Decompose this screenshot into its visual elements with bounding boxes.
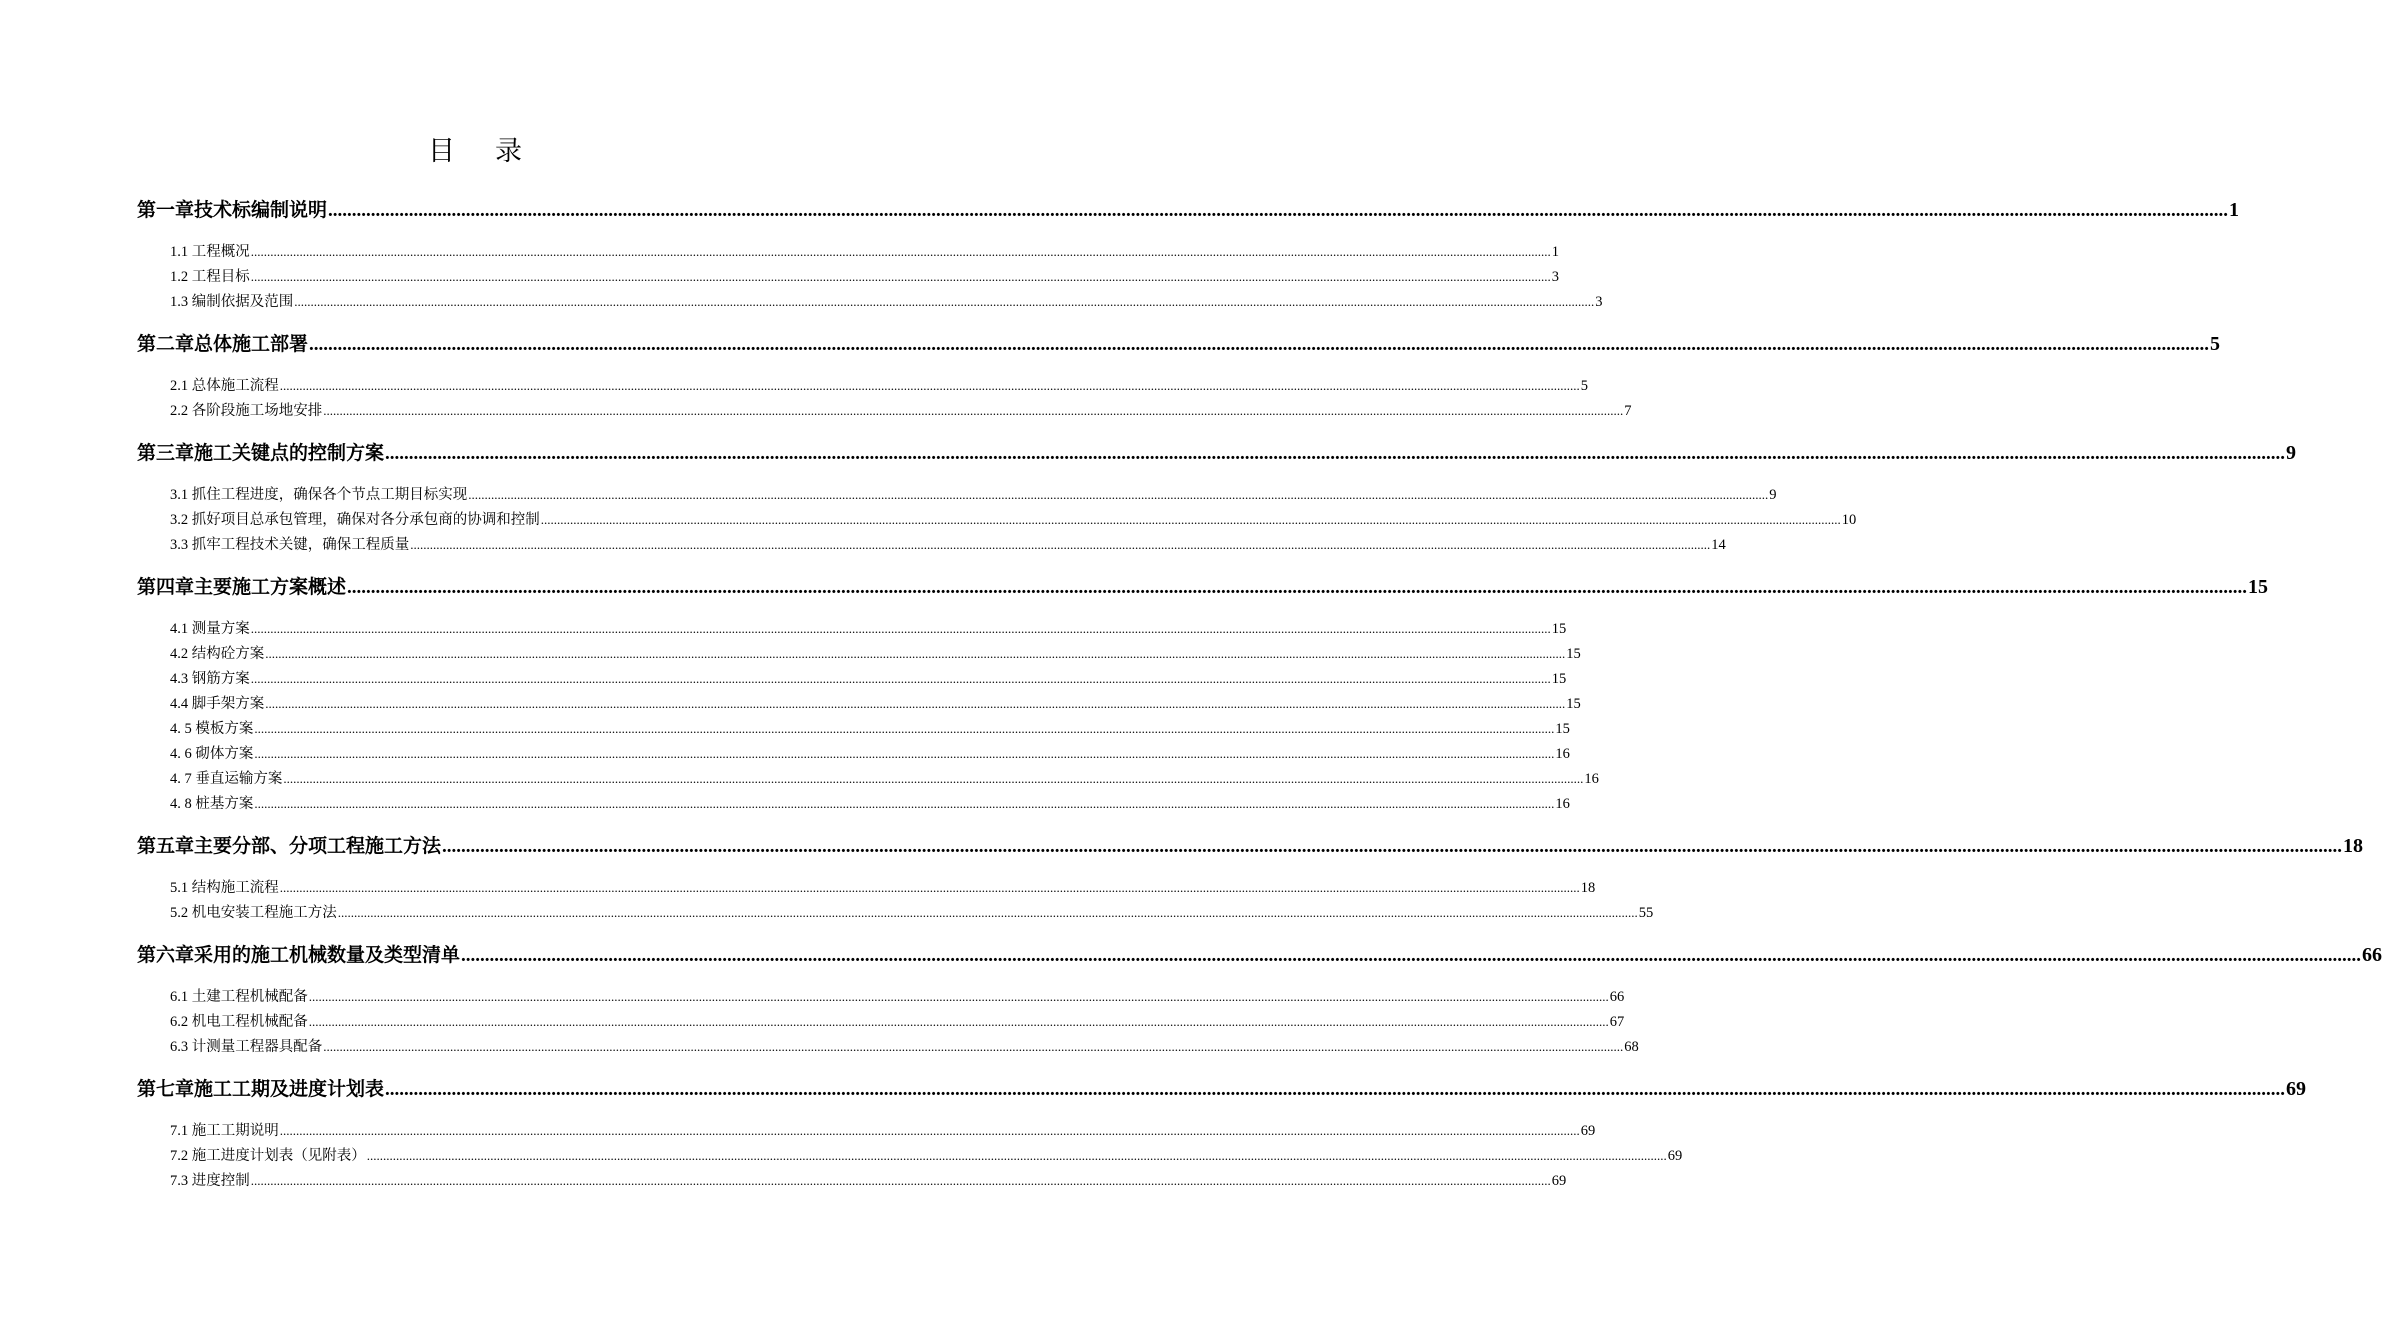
toc-section-entry[interactable] [170, 719, 1570, 739]
dot-leader: ................................................................................................................................................................................................................................................................................................................................................................................................................ [250, 269, 1551, 284]
toc-section-entry[interactable] [170, 535, 1726, 555]
section-page-number: 7 [1624, 403, 1632, 419]
dot-leader: ................................................................................................................................................................................................................................................................................................................................................................................................................ [250, 244, 1551, 259]
toc-section-entry[interactable] [170, 903, 1654, 923]
dot-leader: ................................................................................................................................................................................................................................................................................................................................................................................................................ [250, 621, 1551, 636]
toc-section-entry[interactable] [170, 878, 1596, 898]
section-page-number: 69 [1551, 1173, 1567, 1189]
section-page-number: 3 [1551, 269, 1559, 285]
dot-leader: ................................................................................................................................................................................................................................................................................................................................................................................................................ [328, 200, 2229, 221]
toc-chapter-entry[interactable] [137, 439, 2297, 467]
toc-section-entry[interactable] [170, 376, 1588, 396]
toc-section-entry[interactable] [170, 292, 1603, 312]
section-label: 3.1 抓住工程进度，确保各个节点工期目标实现 [170, 487, 468, 503]
toc-title-right: 录 [495, 136, 522, 167]
dot-leader: ................................................................................................................................................................................................................................................................................................................................................................................................................ [250, 1173, 1551, 1188]
toc-section-entry[interactable] [170, 694, 1581, 714]
chapter-number: 第五章 [137, 835, 195, 857]
toc-section-entry[interactable] [170, 769, 1599, 789]
dot-leader: ................................................................................................................................................................................................................................................................................................................................................................................................................ [254, 721, 1555, 736]
section-page-number: 69 [1580, 1123, 1596, 1139]
chapter-title: 施工关键点的控制方案 [194, 442, 385, 464]
toc-section-entry[interactable] [170, 1037, 1639, 1057]
chapter-number: 第六章 [137, 944, 195, 966]
section-page-number: 15 [1566, 696, 1581, 712]
dot-leader: ................................................................................................................................................................................................................................................................................................................................................................................................................ [410, 537, 1711, 552]
section-label: 4. 7 垂直运输方案 [170, 771, 283, 787]
chapter-number: 第二章 [137, 333, 195, 355]
toc-section-entry[interactable] [170, 619, 1567, 639]
dot-leader: ................................................................................................................................................................................................................................................................................................................................................................................................................ [254, 746, 1555, 761]
toc-section-entry[interactable] [170, 1121, 1596, 1141]
section-page-number: 55 [1638, 905, 1654, 921]
toc-title-left: 目 [428, 136, 455, 167]
chapter-page-number: 1 [2229, 199, 2240, 221]
section-page-number: 15 [1555, 721, 1570, 737]
toc-section-entry[interactable] [170, 1012, 1625, 1032]
dot-leader: ................................................................................................................................................................................................................................................................................................................................................................................................................ [279, 880, 1580, 895]
section-label: 3.2 抓好项目总承包管理，确保对各分承包商的协调和控制 [170, 512, 540, 528]
section-label: 4. 5 模板方案 [170, 721, 254, 737]
dot-leader: ................................................................................................................................................................................................................................................................................................................................................................................................................ [265, 646, 1566, 661]
chapter-number: 第四章 [137, 576, 195, 598]
section-page-number: 16 [1555, 746, 1570, 762]
toc-section-entry[interactable] [170, 669, 1567, 689]
dot-leader: ................................................................................................................................................................................................................................................................................................................................................................................................................ [540, 512, 1841, 527]
section-label: 6.1 土建工程机械配备 [170, 989, 308, 1005]
chapter-title: 主要分部、分项工程施工方法 [194, 835, 442, 857]
section-label: 5.2 机电安装工程施工方法 [170, 905, 337, 921]
section-page-number: 66 [1609, 989, 1625, 1005]
toc-section-entry[interactable] [170, 401, 1632, 421]
chapter-title: 采用的施工机械数量及类型清单 [194, 944, 461, 966]
section-label: 4.2 结构砼方案 [170, 646, 265, 662]
toc-section-entry[interactable] [170, 644, 1581, 664]
section-page-number: 5 [1580, 378, 1588, 394]
dot-leader: ................................................................................................................................................................................................................................................................................................................................................................................................................ [323, 1039, 1624, 1054]
dot-leader: ................................................................................................................................................................................................................................................................................................................................................................................................................ [254, 796, 1555, 811]
section-label: 7.2 施工进度计划表（见附表） [170, 1148, 366, 1164]
toc-section-entry[interactable] [170, 510, 1857, 530]
section-label: 4. 8 桩基方案 [170, 796, 254, 812]
chapter-page-number: 15 [2248, 576, 2269, 598]
dot-leader: ................................................................................................................................................................................................................................................................................................................................................................................................................ [265, 696, 1566, 711]
section-page-number: 18 [1580, 880, 1596, 896]
dot-leader: ................................................................................................................................................................................................................................................................................................................................................................................................................ [337, 905, 1638, 920]
toc-chapter-entry[interactable] [137, 1075, 2307, 1103]
section-label: 4.1 测量方案 [170, 621, 250, 637]
toc-chapter-entry[interactable] [137, 573, 2269, 601]
chapter-page-number: 66 [2362, 944, 2382, 966]
toc-section-entry[interactable] [170, 1171, 1567, 1191]
dot-leader: ................................................................................................................................................................................................................................................................................................................................................................................................................ [309, 334, 2210, 355]
section-label: 2.1 总体施工流程 [170, 378, 279, 394]
section-label: 2.2 各阶段施工场地安排 [170, 403, 323, 419]
section-label: 1.2 工程目标 [170, 269, 250, 285]
section-page-number: 14 [1711, 537, 1726, 553]
chapter-number: 第七章 [137, 1078, 195, 1100]
section-page-number: 1 [1551, 244, 1559, 260]
section-page-number: 69 [1667, 1148, 1683, 1164]
chapter-page-number: 9 [2286, 442, 2297, 464]
section-label: 5.1 结构施工流程 [170, 880, 279, 896]
toc-chapter-entry[interactable] [137, 330, 2221, 358]
toc-title [0, 132, 950, 172]
dot-leader: ................................................................................................................................................................................................................................................................................................................................................................................................................ [308, 1014, 1609, 1029]
chapter-number: 第一章 [137, 199, 195, 221]
chapter-title: 技术标编制说明 [194, 199, 328, 221]
section-label: 3.3 抓牢工程技术关键，确保工程质量 [170, 537, 410, 553]
section-page-number: 15 [1566, 646, 1581, 662]
section-page-number: 16 [1584, 771, 1599, 787]
dot-leader: ................................................................................................................................................................................................................................................................................................................................................................................................................ [283, 771, 1584, 786]
section-page-number: 16 [1555, 796, 1570, 812]
toc-section-entry[interactable] [170, 1146, 1683, 1166]
dot-leader: ................................................................................................................................................................................................................................................................................................................................................................................................................ [366, 1148, 1667, 1163]
toc-section-entry[interactable] [170, 744, 1570, 764]
toc-section-entry[interactable] [170, 242, 1559, 262]
dot-leader: ................................................................................................................................................................................................................................................................................................................................................................................................................ [442, 836, 2343, 857]
section-page-number: 9 [1769, 487, 1777, 503]
section-label: 1.3 编制依据及范围 [170, 294, 294, 310]
dot-leader: ................................................................................................................................................................................................................................................................................................................................................................................................................ [468, 487, 1769, 502]
toc-section-entry[interactable] [170, 987, 1625, 1007]
section-label: 4.3 钢筋方案 [170, 671, 250, 687]
section-label: 7.3 进度控制 [170, 1173, 250, 1189]
dot-leader: ................................................................................................................................................................................................................................................................................................................................................................................................................ [250, 671, 1551, 686]
toc-section-entry[interactable] [170, 267, 1559, 287]
chapter-title: 总体施工部署 [194, 333, 309, 355]
section-label: 7.1 施工工期说明 [170, 1123, 279, 1139]
toc-chapter-entry[interactable] [137, 941, 2382, 969]
chapter-page-number: 69 [2286, 1078, 2307, 1100]
dot-leader: ................................................................................................................................................................................................................................................................................................................................................................................................................ [461, 945, 2362, 966]
dot-leader: ................................................................................................................................................................................................................................................................................................................................................................................................................ [294, 294, 1595, 309]
chapter-page-number: 18 [2343, 835, 2364, 857]
dot-leader: ................................................................................................................................................................................................................................................................................................................................................................................................................ [385, 443, 2286, 464]
section-page-number: 15 [1551, 621, 1567, 637]
section-page-number: 15 [1551, 671, 1567, 687]
toc-chapter-entry[interactable] [137, 832, 2364, 860]
section-page-number: 68 [1624, 1039, 1639, 1055]
chapter-number: 第三章 [137, 442, 195, 464]
dot-leader: ................................................................................................................................................................................................................................................................................................................................................................................................................ [279, 1123, 1580, 1138]
section-label: 6.3 计测量工程器具配备 [170, 1039, 323, 1055]
section-label: 4.4 脚手架方案 [170, 696, 265, 712]
section-page-number: 3 [1595, 294, 1603, 310]
toc-section-entry[interactable] [170, 794, 1570, 814]
toc-section-entry[interactable] [170, 485, 1777, 505]
dot-leader: ................................................................................................................................................................................................................................................................................................................................................................................................................ [385, 1079, 2286, 1100]
dot-leader: ................................................................................................................................................................................................................................................................................................................................................................................................................ [279, 378, 1580, 393]
section-label: 6.2 机电工程机械配备 [170, 1014, 308, 1030]
chapter-page-number: 5 [2210, 333, 2221, 355]
section-label: 1.1 工程概况 [170, 244, 250, 260]
chapter-title: 主要施工方案概述 [194, 576, 347, 598]
section-page-number: 67 [1609, 1014, 1625, 1030]
toc-chapter-entry[interactable] [137, 196, 2240, 224]
dot-leader: ................................................................................................................................................................................................................................................................................................................................................................................................................ [308, 989, 1609, 1004]
chapter-title: 施工工期及进度计划表 [194, 1078, 385, 1100]
dot-leader: ................................................................................................................................................................................................................................................................................................................................................................................................................ [323, 403, 1624, 418]
dot-leader: ................................................................................................................................................................................................................................................................................................................................................................................................................ [347, 577, 2248, 598]
section-label: 4. 6 砌体方案 [170, 746, 254, 762]
section-page-number: 10 [1841, 512, 1857, 528]
